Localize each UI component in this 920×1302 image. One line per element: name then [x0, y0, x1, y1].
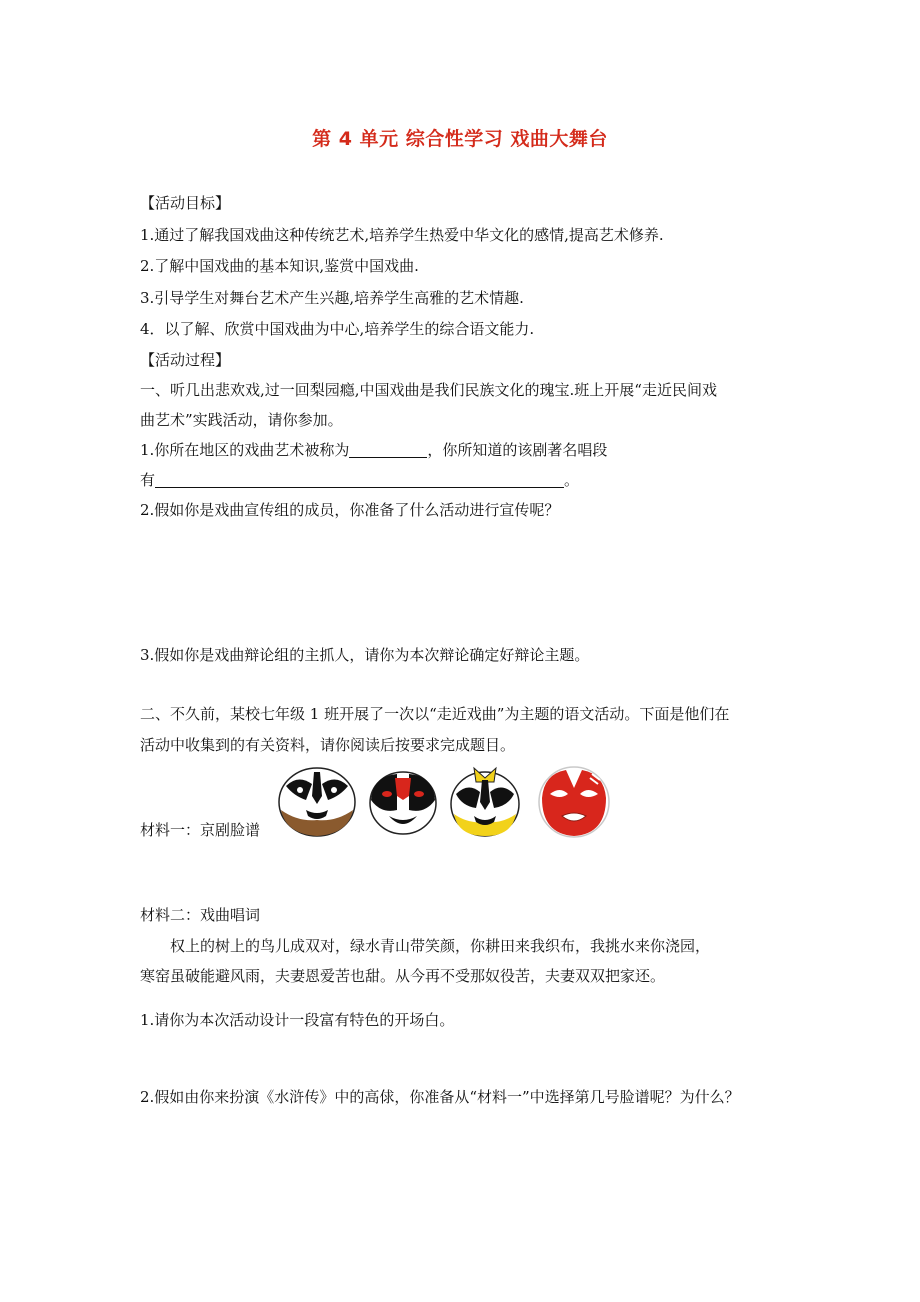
question-1-end: 。: [564, 471, 580, 489]
mask-2-left-eye: [382, 791, 392, 797]
part1-intro-line1: 一、听几出悲欢戏,过一回梨园瘾,中国戏曲是我们民族文化的瑰宝.班上开展“走近民间戏: [140, 381, 717, 399]
part1-intro-line2: 曲艺术”实践活动，请你参加。: [140, 411, 343, 429]
part2-question-2: 2.假如由你来扮演《水浒传》中的高俅，你准备从“材料一”中选择第几号脸谱呢？为什么？: [140, 1088, 740, 1106]
question-1-text-b: ，你所知道的该剧著名唱段: [427, 441, 608, 459]
question-1-text-a: 1.你所在地区的戏曲艺术被称为: [140, 441, 350, 459]
part1-question-3: 3.假如你是戏曲辩论组的主抓人，请你为本次辩论确定好辩论主题。: [140, 646, 590, 664]
goal-item-4: 4．以了解、欣赏中国戏曲为中心,培养学生的综合语文能力.: [140, 320, 535, 338]
lyrics-line-1: 权上的树上的鸟儿成双对，绿水青山带笑颜，你耕田来我织布，我挑水来你浇园，: [170, 937, 711, 955]
part1-question-1: [140, 440, 607, 460]
part1-question-1-cont: [140, 470, 579, 490]
mask-2-right-eye: [414, 791, 424, 797]
part2-intro-line1: 二、不久前，某校七年级 1 班开展了一次以“走近戏曲”为主题的语文活动。下面是他们在: [140, 705, 730, 723]
goals-heading: 【活动目标】: [140, 194, 231, 212]
page-title: 第 4 单元 综合性学习 戏曲大舞台: [312, 128, 608, 150]
goal-item-3: 3.引导学生对舞台艺术产生兴趣,培养学生高雅的艺术情趣.: [140, 289, 524, 307]
answer-blank-opera-name[interactable]: [349, 442, 427, 458]
part2-intro-line2: 活动中收集到的有关资料，请你阅读后按要求完成题目。: [140, 736, 516, 754]
part1-question-2: 2.假如你是戏曲宣传组的成员，你准备了什么活动进行宣传呢？: [140, 501, 560, 519]
opera-mask-1: [276, 766, 358, 838]
mask-1-right-eye: [331, 787, 337, 793]
opera-mask-4: [536, 764, 612, 840]
opera-mask-3: [448, 766, 522, 838]
goal-item-1: 1.通过了解我国戏曲这种传统艺术,培养学生热爱中华文化的感情,提高艺术修养.: [140, 226, 664, 244]
part2-question-1: 1.请你为本次活动设计一段富有特色的开场白。: [140, 1011, 455, 1029]
opera-mask-2: [367, 770, 439, 836]
lyrics-line-2: 寒窑虽破能避风雨，夫妻恩爱苦也甜。从今再不受那奴役苦，夫妻双双把家还。: [140, 967, 666, 985]
goal-item-2: 2.了解中国戏曲的基本知识,鉴赏中国戏曲.: [140, 257, 419, 275]
process-heading: 【活动过程】: [140, 351, 231, 369]
material-2-label: 材料二：戏曲唱词: [140, 906, 261, 924]
question-1-text-c: 有: [140, 471, 156, 489]
material-1-label: 材料一：京剧脸谱: [140, 821, 261, 839]
answer-blank-famous-aria[interactable]: [155, 472, 564, 488]
mask-1-left-eye: [297, 787, 303, 793]
